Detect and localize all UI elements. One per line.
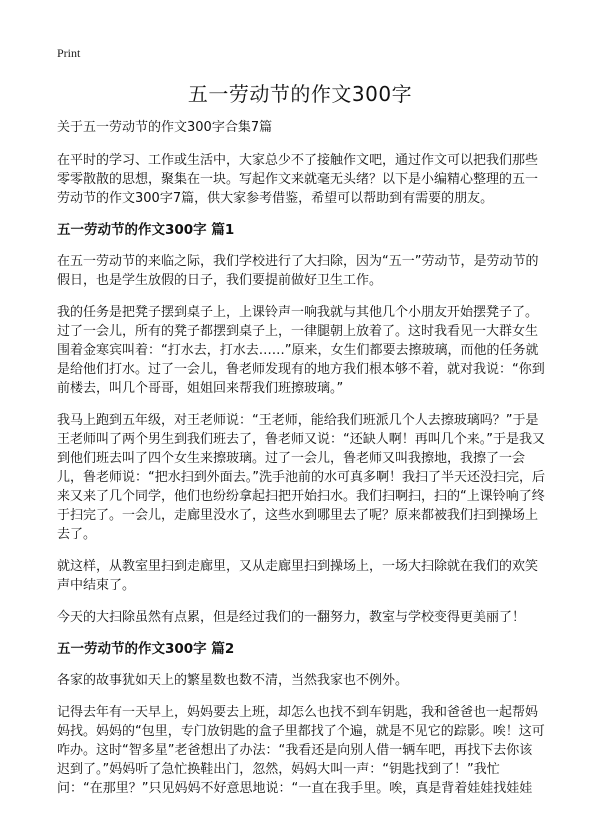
print-label: Print (57, 46, 81, 60)
page-title: 五一劳动节的作文300字 (187, 82, 413, 106)
paragraph: 记得去年有一天早上，妈妈要去上班，却怎么也找不到车钥匙，我和爸爸也一起帮妈妈找。妈妈的“包里，专门放钥匙的盒子里都找了个遍，就是不见它的踪影。唉！这可咋办。这时“智多星”老爸想出了办法：“我看还是向别人借一辆车吧，再找下去你该迟到了。”妈妈听了急忙换鞋出门，忽然，妈妈大叫一声：“钥匙找到了！”我忙问：“在那里？”只见妈妈不好意思地说：“一直在我手里。唉，真是背着娃娃找娃娃 (57, 705, 545, 796)
paragraph: 今天的大扫除虽然有点累，但是经过我们的一翻努力，教室与学校变得更美丽了！ (57, 610, 526, 625)
document-body (57, 118, 545, 811)
paragraph: 我马上跑到五年级，对王老师说：“王老师，能给我们班派几个人去擦玻璃吗？”于是王老师叫了两个男生到我们班去了，鲁老师又说：“还缺人啊！再叫几个来。”于是我又到他们班去叫了四个女生来擦玻璃。过了一会儿，鲁老师又叫我擦地，我擦了一会儿，鲁老师说：“把水扫到外面去。”洗手池前的水可真多啊！我扫了半天还没扫完，后来又来了几个同学，他们也纷纷拿起扫把开始扫水。我们扫啊扫，扫的“上课铃响了终于扫完了。一会儿，走廊里没水了，这些水到哪里去了呢？原来都被我们扫到操场上去了。 (57, 413, 545, 542)
paragraph: 各家的故事犹如天上的繁星数也数不清，当然我家也不例外。 (57, 673, 409, 688)
section-heading-2: 五一劳动节的作文300字 篇2 (57, 641, 235, 657)
paragraph: 我的任务是把凳子摆到桌子上，上课铃声一响我就与其他几个小朋友开始摆凳子了。过了一会儿，所有的凳子都摆到桌子上，一律腿朝上放着了。这时我看见一大群女生围着金寒宾叫着：“打水去，打水去……”原来，女生们都要去擦玻璃，而他的任务就是给他们打水。过了一会儿，鲁老师发现有的地方我们根本够不着，就对我说：“你到前楼去，叫几个哥哥，姐姐回来帮我们班擦玻璃。” (57, 305, 545, 396)
section-heading-1: 五一劳动节的作文300字 篇1 (57, 222, 235, 238)
paragraph: 在五一劳动节的来临之际，我们学校进行了大扫除，因为“五一”劳动节，是劳动节的假日，也是学生放假的日子，我们要提前做好卫生工作。 (57, 254, 539, 288)
paragraph: 就这样，从教室里扫到走廊里，又从走廊里扫到操场上，一场大扫除就在我们的欢笑声中结束了。 (57, 559, 539, 593)
document-subtitle: 关于五一劳动节的作文300字合集7篇 (57, 120, 273, 135)
intro-paragraph: 在平时的学习、工作或生活中，大家总少不了接触作文吧，通过作文可以把我们那些零零散散的思想，聚集在一块。写起作文来就毫无头绪？以下是小编精心整理的五一劳动节的作文300字7篇，供大家参考借鉴，希望可以帮助到有需要的朋友。 (57, 153, 539, 206)
